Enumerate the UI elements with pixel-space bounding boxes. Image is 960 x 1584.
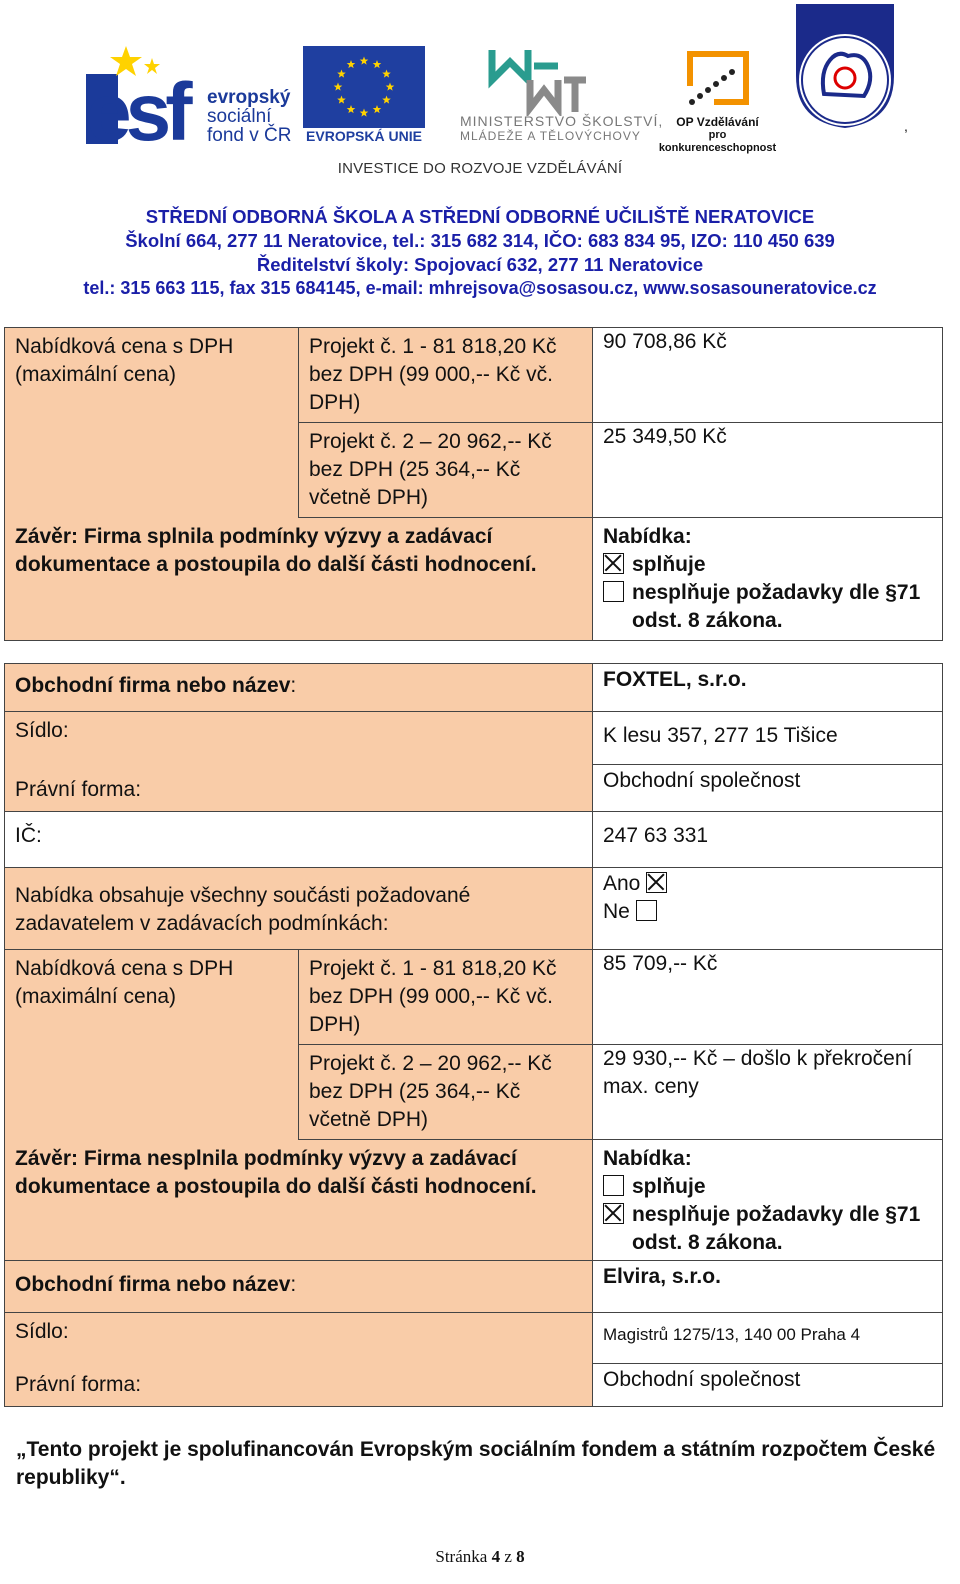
ic-value-cell	[593, 812, 943, 868]
emblem-comma: ,	[904, 118, 908, 134]
seat-value: K lesu 357, 277 15 Tišice	[603, 724, 838, 747]
value1-text: 90 708,86 Kč	[603, 330, 727, 353]
value2-text: 25 349,50 Kč	[603, 425, 727, 448]
price-label-cell	[5, 328, 299, 518]
school-director: Ředitelství školy: Spojovací 632, 277 11 Neratovice	[256, 254, 704, 275]
firm-label: Obchodní firma nebo název	[15, 674, 291, 697]
project2-cell	[299, 423, 593, 518]
value1-cell	[593, 328, 943, 423]
value1-cell	[593, 950, 943, 1045]
form-value-cell	[593, 764, 943, 812]
eu-flag-icon	[303, 46, 425, 128]
project2-text: Projekt č. 2 – 20 962,-- Kč bez DPH (25 364,-- Kč včetně DPH)	[309, 1052, 552, 1131]
project1-text: Projekt č. 1 - 81 818,20 Kč bez DPH (99 000,-- Kč vč. DPH)	[309, 335, 557, 414]
conclusion-text: Závěr: Firma nesplnila podmínky výzvy a zadávací dokumentace a postoupila do další části hodnocení.	[15, 1147, 537, 1198]
op-label: OP Vzdělávání pro konkurenceschopnost	[658, 115, 777, 154]
ic-label: IČ:	[15, 824, 42, 847]
school-contact: tel.: 315 663 115, fax 315 684145, e-mail: mhrejsova@sosasou.cz, www.sosasouneratovice.cz	[83, 278, 877, 298]
form-label-cell	[5, 764, 593, 812]
ic-label-cell	[5, 812, 593, 868]
investice-heading: INVESTICE DO ROZVOJE VZDĚLÁVÁNÍ	[337, 160, 623, 177]
form-value-cell	[593, 1363, 943, 1407]
school-address: Školní 664, 277 11 Neratovice, tel.: 315 682 314, IČO: 683 834 95, IZO: 110 450 639	[125, 230, 835, 251]
firm-label-cell: Obchodní firma nebo název:	[5, 1261, 593, 1313]
msmt-logo	[488, 46, 588, 116]
not-meets-checkbox[interactable]	[603, 1203, 624, 1224]
meets-label: splňuje	[632, 553, 706, 576]
price-label: Nabídková cena s DPH (maximální cena)	[15, 335, 234, 386]
not-meets-checkbox[interactable]	[603, 581, 624, 602]
offer-cell	[593, 518, 943, 641]
no-label: Ne	[603, 900, 630, 923]
project1-text: Projekt č. 1 - 81 818,20 Kč bez DPH (99 000,-- Kč vč. DPH)	[309, 957, 557, 1036]
conclusion-cell	[5, 518, 593, 641]
offer-label: Nabídka:	[603, 525, 692, 548]
form-label-cell	[5, 1363, 593, 1407]
form-value: Obchodní společnost	[603, 768, 801, 792]
firm-value: FOXTEL, s.r.o.	[603, 668, 747, 691]
yes-checkbox[interactable]	[646, 872, 667, 893]
seat-label: Sídlo:	[15, 719, 69, 742]
form-label: Právní forma:	[15, 778, 142, 801]
seat-value-cell	[593, 712, 943, 765]
conclusion-cell	[5, 1140, 593, 1263]
value2-cell	[593, 423, 943, 518]
not-meets-label: nesplňuje požadavky dle §71 odst. 8 zákona.	[632, 1203, 921, 1254]
project2-cell	[299, 1045, 593, 1140]
firm-value-cell	[593, 1261, 943, 1313]
price-label: Nabídková cena s DPH (maximální cena)	[15, 957, 234, 1008]
firm-label-cell: Obchodní firma nebo název:	[5, 664, 593, 712]
yes-no-cell	[593, 868, 943, 950]
logo-row	[0, 0, 960, 160]
seat-value: Magistrů 1275/13, 140 00 Praha 4	[603, 1325, 861, 1344]
esf-logo-text: evropský sociální fond v ČR	[207, 87, 292, 146]
msmt-label: MINISTERSTVO ŠKOLSTVÍ, MLÁDEŽE A TĚLOVÝCHOVY	[460, 113, 664, 143]
op-logo	[678, 46, 758, 116]
offer-cell	[593, 1140, 943, 1263]
firm-value-cell	[593, 664, 943, 712]
meets-label: splňuje	[632, 1175, 706, 1198]
school-emblem	[790, 2, 900, 130]
project1-cell	[299, 328, 593, 423]
ic-value: 247 63 331	[603, 824, 709, 847]
no-checkbox[interactable]	[636, 900, 657, 921]
form-label: Právní forma:	[15, 1373, 142, 1396]
project2-text: Projekt č. 2 – 20 962,-- Kč bez DPH (25 364,-- Kč včetně DPH)	[309, 430, 552, 509]
value1-text: 85 709,-- Kč	[603, 952, 718, 975]
svg-text:esf: esf	[86, 67, 187, 144]
page-current: 4	[491, 1547, 501, 1566]
page-total: 8	[516, 1547, 525, 1566]
block2-table	[4, 663, 943, 1263]
page-number	[0, 1547, 960, 1567]
contains-label-cell	[5, 868, 593, 950]
page-of: z	[504, 1547, 512, 1566]
price-label-cell	[5, 950, 299, 1140]
seat-label: Sídlo:	[15, 1320, 69, 1343]
school-name: STŘEDNÍ ODBORNÁ ŠKOLA A STŘEDNÍ ODBORNÉ UČILIŠTĚ NERATOVICE	[145, 206, 815, 227]
not-meets-label: nesplňuje požadavky dle §71 odst. 8 zákona.	[632, 581, 921, 632]
value2-text: 29 930,-- Kč – došlo k překročení max. ceny	[603, 1047, 913, 1098]
firm-label: Obchodní firma nebo název	[15, 1273, 291, 1296]
page-word: Stránka	[435, 1547, 488, 1566]
seat-value-cell	[593, 1313, 943, 1364]
block1-table	[4, 327, 943, 641]
seat-label-cell	[5, 1313, 593, 1364]
offer-label: Nabídka:	[603, 1147, 692, 1170]
contains-label: Nabídka obsahuje všechny součásti požadované zadavatelem v zadávacích podmínkách:	[15, 884, 471, 935]
conclusion-text: Závěr: Firma splnila podmínky výzvy a zadávací dokumentace a postoupila do další části hodnocení.	[15, 525, 537, 576]
value2-cell	[593, 1045, 943, 1140]
seat-label-cell	[5, 712, 593, 765]
eu-label: EVROPSKÁ UNIE	[306, 128, 422, 144]
firm-value: Elvira, s.r.o.	[603, 1265, 721, 1288]
yes-label: Ano	[603, 872, 641, 895]
cofinancing-note: „Tento projekt je spolufinancován Evropským sociálním fondem a státním rozpočtem České republiky“.	[16, 1438, 936, 1489]
project1-cell	[299, 950, 593, 1045]
meets-checkbox[interactable]	[603, 553, 624, 574]
form-value: Obchodní společnost	[603, 1367, 801, 1391]
block3-table	[4, 1260, 943, 1407]
meets-checkbox[interactable]	[603, 1175, 624, 1196]
